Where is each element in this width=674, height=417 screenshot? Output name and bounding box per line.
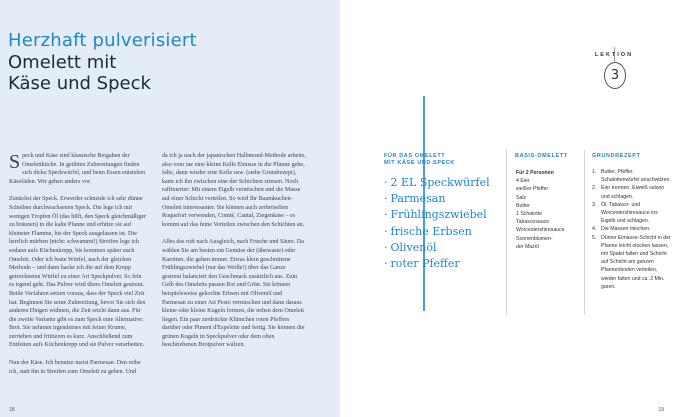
page-number-left: 18 [9,407,15,413]
basis-omelett-heading: BASIS-OMELETT [515,153,568,159]
body-column-right [162,152,306,359]
basis-item: Sonnenblumen- [516,235,553,242]
drop-cap: S [9,151,21,173]
paragraph-text: peck und Käse sind klassische Beigaben der Omelettküche. In geübten Zubereitungen finden sich dicke Speckwürfel, und beim Essen entstehen Käsefäden. Wir gehen anders vor. [9,153,146,185]
ingredient-item: · roter Pfeffer [384,257,460,271]
ingredient-label: frische Erbsen [390,224,472,238]
page-title-line-2: Käse und Speck [8,73,151,94]
basis-item: 4 Eier [516,178,530,185]
grundrezept-heading: GRUNDREZEPT [592,153,641,159]
page-kicker: Herzhaft pulverisiert [8,30,197,51]
ingredient-label: Olivenöl [390,240,437,254]
step-text: Öl, Tabasco- und Worcestershiresauce ins Eigelb und schlagen. [601,201,658,225]
ingredients-heading [384,153,455,167]
body-paragraph: Zunächst der Speck. Erwerder schneide ich sehr dünne Scheiben durchwachsenen Speck. Die lege ich mit wenigen Tropfen Öl (das hilft, den Speck gleichmäßiger zu bräunen) in die kalte Pfanne und erhitze sie auf kleinster Flamme, bis der Speck ausgelassen ist. Die herrlich mürben (nicht: schwammt!) Streifen lege ich sodann aufs Küchenkrepp, bis kommen später auch Omelett. Oder ich brate Würfel, nach der gleichen Methode – und dann hacke ich die auf dem Krepp getrockneten Würfel zu einer Art Speckpulver. So fein es irgend geht. Das Pulver wird übers Omelett gestreut. Beide Verfahren setzen voraus, dass der Speck viel Zeit hat. Beginnen Sie seine Zubereitung, bevor Sie sich den anderen Dingen widmen, die Zeit reicht dann aus. Für die zweite Variante gibt es zum Speck eine Alternative: Brot. Sie nehmen irgendeines mit feiner Krume, zerrieben und frittieren es kurz. Anschließend zum Entfetten aufs Küchenkrepp und sie Pulver verarbeiten. [9,196,147,349]
body-column-left [9,152,147,385]
basis-omelett-list [516,169,565,251]
lektion-number-badge: 3 [604,62,626,89]
step-text: Die Massen mischen. [601,226,651,233]
ingredient-item: · Frühlingszwiebel [384,208,487,222]
ingredients-heading-line-1: FÜR DAS OMELETT [384,153,446,159]
step-text: Eier trennen, Eiweiß salzen und schlagen. [601,185,665,200]
body-paragraph: Nun der Käse. Ich benutze meist Parmesan. Den reibe ich, statt ihn in Streifen zum Omelett zu geben. Und [9,360,141,375]
ingredient-label: Frühlingszwiebel [390,208,487,222]
step-text: Dünne Eimasse-Schicht in der Pfanne leicht stocken lassen, mit Spatel falten und Schicht auf Schicht am ganzen Pfannenboden verteilen, wieder falten und ca. 2 Min. garen. [601,234,671,290]
page-title-line-1: Omelett mit [8,52,117,73]
servings-label: Für 2 Personen [516,170,554,176]
lektion-label: LEKTION [594,52,634,58]
ingredient-item: · Olivenöl [384,240,437,254]
page-number-right: 19 [658,407,664,413]
basis-item: weißer Pfeffer [516,186,549,193]
ingredients-heading-line-2: MIT KÄSE UND SPECK [384,160,455,166]
ingredient-label: 2 EL Speckwürfel [390,176,490,189]
step-text: Butter, Pfeffer, Schalottenwürfel anschwitzen. [601,169,671,184]
ingredient-item: · Parmesan [384,192,446,206]
recipe-step: 3. Öl, Tabasco- und Worcestershiresauce ins Eigelb und schlagen. [592,201,658,225]
basis-item: der Mazöl [516,243,539,250]
ingredient-label: Parmesan [390,192,446,206]
basis-item: Salz [516,194,527,201]
recipe-step: 5. Dünne Eimasse-Schicht in der Pfanne leicht stocken lassen, mit Spatel falten und Schicht auf Schicht am ganzen Pfannenboden verteilen, wieder falten und ca. 2 Min. garen. [592,234,671,290]
recipe-step: 1. Butter, Pfeffer, Schalottenwürfel anschwitzen. [592,169,671,184]
column-divider [506,150,507,315]
ingredient-item: · 2 EL Speckwürfel [384,176,490,189]
column-divider [584,150,585,315]
page-title [8,52,151,94]
ingredients-list [384,175,490,272]
recipe-step: 2. Eier trennen, Eiweiß salzen und schlagen. [592,185,665,200]
recipe-step: 4. Die Massen mischen. [592,226,651,233]
body-paragraph [9,152,147,186]
body-paragraph: da ich ja nach der japanischen Halbmond-Methode arbeite, also vom rae eine kleine Kelle Einusse in die Pfanne gebe, falte, dann wieder eine Kelle usw. (siehe Grundrezept), kann ich ihn zwischen eine der Schichten streuen. Noch raffinierter: Mit einem Eigelb vermischen und die Masse auf einer Schicht verteilen. So wird Ihr Baumkuchen-Omelett interessanter. Sie können auch zerbröselten Roquefort verwenden, Comté, Cantal, Ziegenkäse – es kommt auf das feine Verteilen zwischen den Schichten an. [162,153,306,228]
ingredient-item: · frische Erbsen [384,224,472,238]
body-paragraph: Alles das ruft nach Ausgleich, nach Frische und Säure. Da wählen Sie am besten ein Gemüse der (ähnwaste) oder Karotten, die gehen immer. Etwas klein geschnittene Frühlingszwiebel (nur das Weiße!) über das Ganze gestreut balanciert den Geschmack zusätzlich aus. Zum Gelb des Omeletts passen Rot und Grün. Sie können beispielsweise gekochte Erbsen mit Olivenöl und Parmesan zu einer Art Pesto vermischen und dann daraus kleine oder kleine Kugeln formen, die neben dem Omelett liegen. Ein paar zerdrückte Klümchen roten Pfeffers darüber oder Piment d'Espelette und fertig. Sie können die grünen Kugeln in Speckpulver oder dem oben beschriebenen Brotpulver wälzen. [162,239,305,349]
basis-item: Tabascosauce [516,219,550,226]
basis-item: Butter [516,202,530,209]
ingredient-label: roter Pfeffer [390,257,460,271]
basis-item: Worcestershiresauce [516,227,565,234]
right-page [340,0,674,417]
grundrezept-steps [592,168,672,291]
basis-item: 1 Schalotte [516,211,542,218]
